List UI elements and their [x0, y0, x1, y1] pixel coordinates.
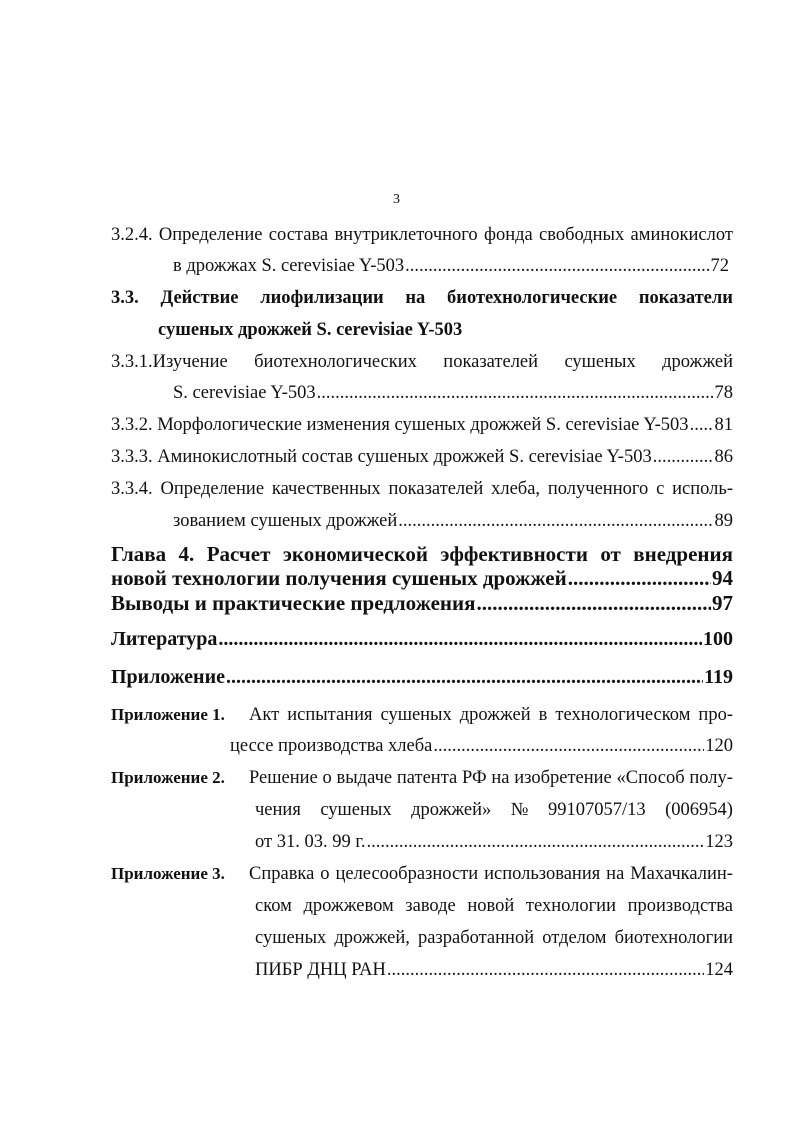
toc-word: сушеных [320, 800, 392, 820]
toc-word: Решение [249, 768, 318, 788]
toc-word: производства [627, 896, 733, 916]
toc-word: РФ [461, 768, 487, 788]
toc-word: лиофилизации [260, 288, 384, 308]
toc-word: про- [698, 705, 733, 725]
toc-entry-text: зованием сушеных дрожжей [173, 511, 398, 531]
toc-word: 99107057/13 [547, 800, 646, 820]
toc-entry-text: Приложение [111, 666, 225, 688]
toc-entry-3-3-3[interactable] [111, 445, 733, 469]
toc-entry-3-3-4-line2[interactable] [173, 509, 733, 533]
toc-literature[interactable] [111, 627, 733, 651]
page-number: 3 [393, 192, 400, 207]
toc-word: показателей [388, 479, 484, 499]
toc-word: Махачкалин- [630, 864, 733, 884]
toc-entry-text: ПИБР ДНЦ РАН [255, 960, 386, 980]
toc-appendix-2-line3[interactable] [255, 830, 733, 854]
toc-word: дрожжей [459, 705, 531, 725]
toc-page-number: 72 [710, 256, 729, 276]
toc-word: новой [467, 896, 515, 916]
toc-word: сушеных [255, 928, 327, 948]
toc-entry-text: цессе производства хлеба [230, 736, 433, 756]
toc-word: технологическом [555, 705, 691, 725]
dot-leader [317, 381, 714, 405]
toc-appendix-3-line2 [255, 894, 733, 918]
toc-chapter-4-line1 [111, 542, 733, 566]
toc-word: биотехнологические [447, 288, 618, 308]
toc-word: Определение [160, 479, 265, 499]
toc-word: на [405, 288, 426, 308]
toc-word: ском [255, 896, 292, 916]
toc-word: исполь- [672, 479, 733, 499]
toc-entry-3-3-4-line1 [111, 477, 733, 501]
toc-word: на [491, 768, 510, 788]
toc-word: сушеных [564, 352, 636, 372]
toc-entry-text: сушеных дрожжей S. cerevisiae Y-503 [158, 320, 463, 340]
toc-word: на [606, 864, 625, 884]
toc-conclusions[interactable] [111, 591, 733, 615]
toc-word: Справка [249, 864, 315, 884]
toc-word: 3.3.4. [111, 479, 153, 499]
toc-word: внедрения [633, 542, 733, 566]
toc-word: сушеных [380, 705, 452, 725]
toc-word: качественных [271, 479, 381, 499]
toc-appendix-3-line4[interactable] [255, 958, 733, 982]
toc-page-number: 124 [705, 960, 733, 980]
toc-word: выдаче [336, 768, 393, 788]
toc-word: Определение [158, 225, 263, 245]
toc-word: дрожжевом [303, 896, 394, 916]
dot-leader [433, 734, 704, 758]
dot-leader [218, 627, 702, 651]
toc-entry-text: новой технологии получения сушеных дрожжей [111, 566, 567, 590]
toc-page-number: 78 [714, 383, 733, 403]
dot-leader [387, 958, 704, 982]
toc-entry-3-3-2[interactable] [111, 413, 733, 437]
toc-word: хлеба, [491, 479, 541, 499]
toc-page-number: 89 [714, 511, 733, 531]
toc-word: (006954) [665, 800, 733, 820]
toc-word: эффективности [440, 542, 588, 566]
dot-leader [690, 413, 714, 437]
toc-word: дрожжей [662, 352, 733, 372]
toc-word: изобретение [514, 768, 612, 788]
toc-word: заводе [405, 896, 456, 916]
toc-word: отделом [542, 928, 607, 948]
toc-entry-text: в дрожжах S. cerevisiae Y-503 [173, 256, 405, 276]
toc-word: технологии [525, 896, 616, 916]
toc-word: с [656, 479, 665, 499]
toc-word: показателей [443, 352, 539, 372]
toc-entry-3-2-4-line1 [111, 223, 733, 247]
toc-word: Глава [111, 542, 167, 566]
toc-appendix-1-label: Приложение 1. [111, 705, 225, 724]
toc-section-3-3-line1 [111, 286, 733, 310]
toc-word: 3.2.4. [111, 225, 153, 245]
toc-word: о [322, 768, 332, 788]
toc-word: «Способ [616, 768, 685, 788]
toc-word: 3.3.1.Изучение [111, 352, 228, 372]
toc-word: чения [255, 800, 301, 820]
toc-chapter-4-line2[interactable] [111, 566, 733, 590]
toc-appendix-2-line1 [249, 766, 733, 790]
toc-word: патента [396, 768, 458, 788]
toc-word: фонда [483, 225, 533, 245]
toc-word: от [600, 542, 621, 566]
toc-appendix-3-label: Приложение 3. [111, 864, 225, 883]
toc-entry-3-3-1-line1 [111, 350, 733, 374]
toc-word: целесообразности [335, 864, 479, 884]
toc-word: 4. [178, 542, 195, 566]
dot-leader [366, 830, 704, 854]
toc-word: биотехнологии [614, 928, 733, 948]
toc-entry-text: 3.3.3. Аминокислотный состав сушеных дрожжей S. cerevisiae Y-503 [111, 447, 652, 467]
toc-word: Расчет [206, 542, 271, 566]
dot-leader [568, 566, 711, 590]
toc-page-number: 123 [705, 832, 733, 852]
toc-page-number: 120 [705, 736, 733, 756]
toc-word: полученного [547, 479, 649, 499]
toc-appendix-1-line2[interactable] [230, 734, 733, 758]
toc-word: показатели [638, 288, 733, 308]
toc-word: биотехнологических [254, 352, 417, 372]
toc-word: о [320, 864, 330, 884]
toc-word: дрожжей» [411, 800, 492, 820]
toc-word: полу- [689, 768, 733, 788]
toc-page-number: 86 [714, 447, 733, 467]
toc-word: внутриклеточного [334, 225, 478, 245]
toc-word: аминокислот [630, 225, 733, 245]
dot-leader [226, 665, 703, 689]
toc-appendix-2-line2 [255, 798, 733, 822]
toc-page-number: 81 [714, 415, 733, 435]
toc-word: использования [484, 864, 601, 884]
toc-page-number: 100 [703, 628, 733, 650]
toc-appendix-2-label: Приложение 2. [111, 768, 225, 787]
toc-page-number: 97 [712, 591, 733, 615]
toc-word: в [538, 705, 548, 725]
toc-entry-text: от 31. 03. 99 г. [255, 832, 366, 852]
dot-leader [405, 254, 709, 278]
toc-section-3-3-line2 [158, 318, 733, 342]
toc-appendix-3-line1 [249, 862, 733, 886]
toc-entry-text: Литература [111, 628, 218, 650]
toc-word: дрожжей, [334, 928, 410, 948]
toc-word: разработанной [417, 928, 535, 948]
toc-word: 3.3. [111, 288, 139, 308]
toc-word: № [510, 800, 529, 820]
toc-word: свободных [539, 225, 625, 245]
toc-appendix-1-line1 [249, 703, 733, 727]
toc-word: Действие [160, 288, 239, 308]
toc-appendix-3-line3 [255, 926, 733, 950]
toc-word: Акт [249, 705, 280, 725]
toc-page-number: 94 [712, 566, 733, 590]
toc-entry-text: Выводы и практические предложения [111, 591, 476, 615]
dot-leader [476, 591, 711, 615]
toc-entry-text: S. cerevisiae Y-503 [173, 383, 316, 403]
toc-entry-3-2-4-line2[interactable] [173, 254, 729, 278]
toc-appendix[interactable] [111, 665, 733, 689]
toc-entry-3-3-1-line2[interactable] [173, 381, 733, 405]
toc-word: состава [268, 225, 329, 245]
toc-page-number: 119 [704, 666, 733, 688]
dot-leader [653, 445, 714, 469]
toc-word: испытания [287, 705, 373, 725]
dot-leader [398, 509, 713, 533]
toc-entry-text: 3.3.2. Морфологические изменения сушеных дрожжей S. cerevisiae Y-503 [111, 415, 689, 435]
toc-word: экономической [282, 542, 428, 566]
